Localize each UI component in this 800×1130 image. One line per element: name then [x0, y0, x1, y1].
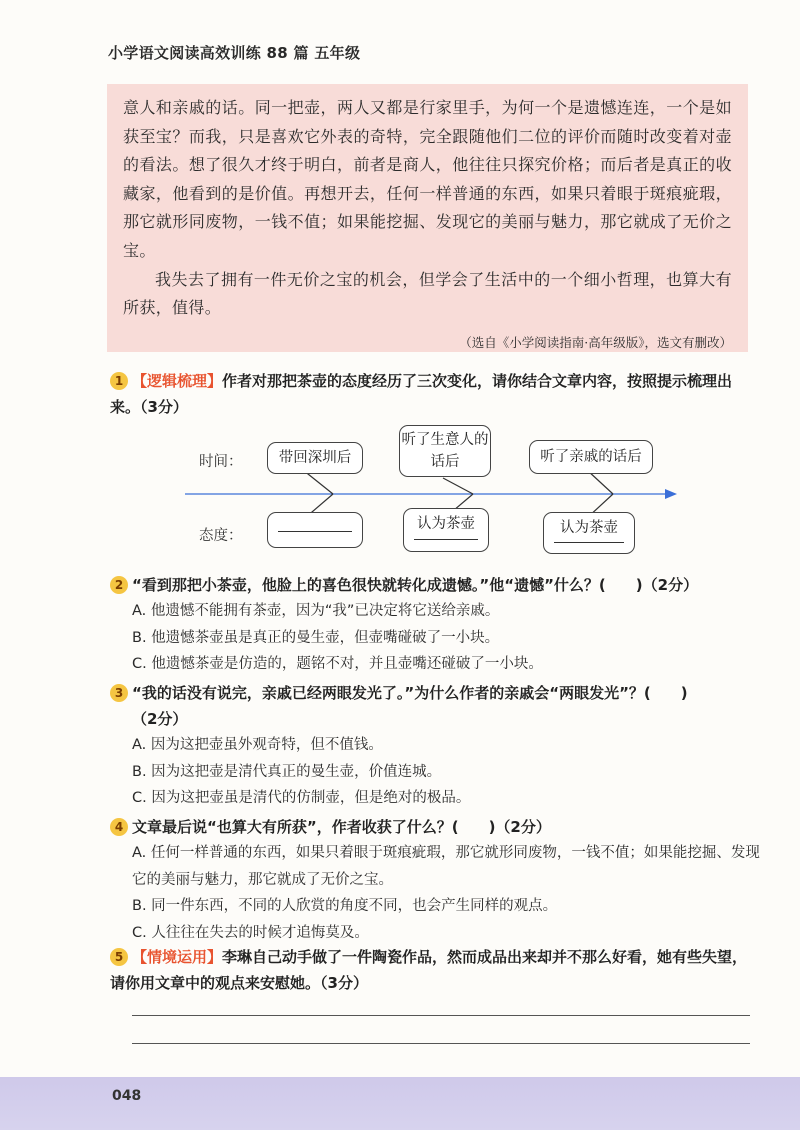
- timeline-arrow-head: [665, 489, 677, 499]
- time-box-2: 听了生意人的话后: [399, 425, 491, 477]
- question-4: [110, 814, 760, 946]
- attitude-prefix: 认为茶壶: [417, 516, 475, 532]
- question-1: [110, 368, 750, 420]
- answer-blank[interactable]: [414, 539, 478, 540]
- page-header: 小学语文阅读高效训练 88 篇 五年级: [108, 44, 361, 62]
- option-b[interactable]: B. 同一件东西，不同的人欣赏的角度不同，也会产生同样的观点。: [132, 898, 558, 914]
- question-number-badge: 5: [110, 948, 128, 966]
- attitude-box-1[interactable]: [267, 512, 363, 548]
- time-box-1: 带回深圳后: [267, 442, 363, 474]
- passage-source: （选自《小学阅读指南·高年级版》，选文有删改）: [459, 334, 732, 350]
- question-number-badge: 3: [110, 684, 128, 702]
- passage-paragraph-1: 意人和亲戚的话。同一把壶，两人又都是行家里手，为何一个是遗憾连连，一个是如获至宝？而我，只是喜欢它外表的奇特，完全跟随他们二位的评价而随时改变着对壶的看法。想了很久才终于明白，前者是商人，他往往只探究价格；而后者是真正的收藏家，他看到的是价值。再想开去，任何一样普通的东西，如果只着眼于斑痕疵瑕，那它就形同废物，一钱不值；如果能挖掘、发现它的美丽与魅力，那它就成了无价之宝。: [123, 98, 732, 260]
- answer-blank[interactable]: [278, 531, 352, 532]
- question-number-badge: 4: [110, 818, 128, 836]
- connector-line: [443, 478, 473, 494]
- passage-paragraph-2: 我失去了拥有一件无价之宝的机会，但学会了生活中的一个细小哲理，也算大有所获，值得。: [123, 269, 732, 318]
- option-b[interactable]: B. 他遗憾茶壶虽是真正的曼生壶，但壶嘴碰破了一小块。: [132, 629, 500, 646]
- option-a[interactable]: A. 因为这把壶虽外观奇特，但不值钱。: [132, 737, 383, 753]
- option-c[interactable]: C. 他遗憾茶壶是仿造的，题铭不对，并且壶嘴还碰破了一小块。: [132, 656, 543, 672]
- attitude-label: 态度：: [199, 528, 243, 544]
- reading-passage: [107, 84, 748, 352]
- time-label: 时间：: [199, 454, 243, 470]
- option-a[interactable]: A. 任何一样普通的东西，如果只着眼于斑痕疵瑕，那它就形同废物，一钱不值；如果能挖掘、发现它的美丽与魅力，那它就成了无价之宝。: [132, 845, 760, 888]
- attitude-prefix: 认为茶壶: [560, 520, 618, 536]
- question-stem: “看到那把小茶壶，他脸上的喜色很快就转化成遗憾。”他“遗憾”什么？( )（2分）: [132, 576, 699, 594]
- question-number-badge: 2: [110, 576, 128, 594]
- question-2: [110, 572, 760, 678]
- page-number: 048: [112, 1088, 142, 1104]
- question-score: （2分）: [132, 710, 188, 728]
- question-stem: 作者对那把茶壶的态度经历了三次变化，请你结合文章内容，按照提示梳理出来。（3分）: [110, 372, 733, 416]
- time-box-3: 听了亲戚的话后: [529, 440, 653, 474]
- question-tag: 【逻辑梳理】: [132, 372, 223, 390]
- answer-blank[interactable]: [554, 542, 624, 543]
- fishbone-diagram: [185, 422, 685, 552]
- question-number-badge: 1: [110, 372, 128, 390]
- option-b[interactable]: B. 因为这把壶是清代真正的曼生壶，价值连城。: [132, 763, 442, 780]
- answer-line[interactable]: [132, 1015, 750, 1016]
- option-c[interactable]: C. 人往往在失去的时候才追悔莫及。: [132, 924, 369, 941]
- question-3: [110, 680, 760, 812]
- attitude-box-2[interactable]: [403, 508, 489, 552]
- question-5: [110, 944, 755, 996]
- option-c[interactable]: C. 因为这把壶虽是清代的仿制壶，但是绝对的极品。: [132, 790, 471, 806]
- question-tag: 【情境运用】: [132, 948, 223, 966]
- question-stem: 李琳自己动手做了一件陶瓷作品，然而成品出来却并不那么好看，她有些失望，请你用文章中的观点来安慰她。（3分）: [110, 948, 748, 992]
- answer-line[interactable]: [132, 1043, 750, 1044]
- attitude-box-3[interactable]: [543, 512, 635, 554]
- question-stem: “我的话没有说完，亲戚已经两眼发光了。”为什么作者的亲戚会“两眼发光”？( ): [132, 684, 688, 702]
- question-stem: 文章最后说“也算大有所获”，作者收获了什么？( )（2分）: [132, 818, 551, 836]
- option-a[interactable]: A. 他遗憾不能拥有茶壶，因为“我”已决定将它送给亲戚。: [132, 603, 500, 619]
